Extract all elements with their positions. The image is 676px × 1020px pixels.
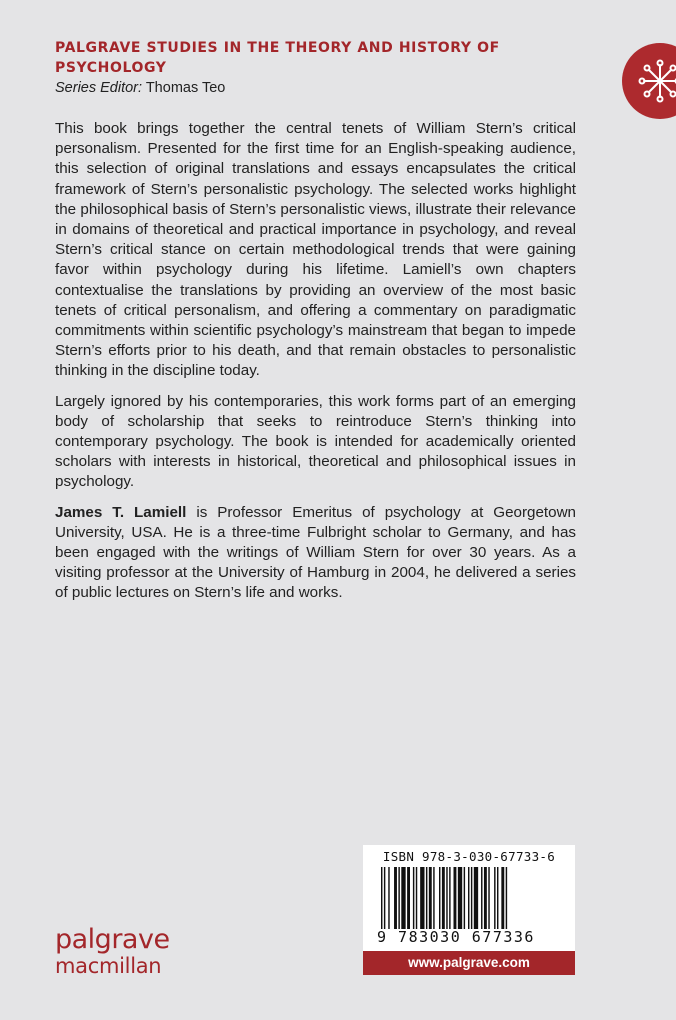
barcode-bar [401, 867, 405, 929]
website-bar [363, 951, 575, 975]
barcode-bar [433, 867, 434, 929]
barcode-bar [381, 867, 382, 929]
barcode-bar [481, 867, 482, 929]
barcode-bar [442, 867, 445, 929]
barcode-bar [394, 867, 397, 929]
barcode-bar [439, 867, 440, 929]
website-link[interactable]: www.palgrave.com [408, 955, 530, 970]
barcode-bar [471, 867, 472, 929]
barcode-bar [497, 867, 498, 929]
barcode-bar [464, 867, 465, 929]
author-bio [55, 503, 576, 604]
barcode-bar [416, 867, 417, 929]
barcode-bar [449, 867, 450, 929]
barcode-bar [468, 867, 469, 929]
barcode-digits: 9 783030 677336 [377, 928, 535, 946]
palgrave-badge [622, 43, 676, 119]
barcode-bar [494, 867, 495, 929]
barcode-bar [407, 867, 410, 929]
publisher-name-line1: palgrave [55, 924, 170, 955]
series-editor [55, 78, 225, 98]
barcode-bar [413, 867, 414, 929]
isbn-label: ISBN 978-3-030-67733-6 [382, 849, 556, 864]
blurb-paragraph-2: Largely ignored by his contemporaries, this work forms part of an emerging body of scholarship that seeks to reintroduce Stern’s thinking into contemporary psychology. The book is intended for academically oriented scholars with interests in historical, theoretical and philosophical issues in psychology. [55, 392, 576, 491]
publisher-name-line2: macmillan [55, 954, 162, 978]
barcode-bar [388, 867, 389, 929]
barcode-bar [488, 867, 489, 929]
author-name: James T. Lamiell [55, 503, 187, 521]
barcode-bar [446, 867, 447, 929]
author-bio-text: is Professor Emeritus of psychology at Georgetown University, USA. He is a three-time Fulbright scholar to Germany, and has been engaged with the writings of William Stern for over 30 years. As a visiting professor at the University of Hamburg in 2004, he delivered a series of public lectures on Stern’s life and works. [55, 503, 577, 602]
barcode-bar [429, 867, 432, 929]
barcode-bar [484, 867, 487, 929]
series-editor-label: Series Editor: [55, 80, 143, 96]
publisher-logo [55, 926, 170, 978]
series-title: PALGRAVE STUDIES IN THE THEORY AND HISTORY OF PSYCHOLOGY [55, 40, 500, 76]
barcode-bar [458, 867, 462, 929]
barcode-bar [398, 867, 399, 929]
barcode-bar [426, 867, 427, 929]
barcode-bar [506, 867, 507, 929]
barcode [381, 867, 559, 929]
series-editor-name: Thomas Teo [145, 80, 226, 96]
barcode-bar [501, 867, 504, 929]
barcode-bar [454, 867, 457, 929]
blurb-paragraph-1: This book brings together the central tenets of William Stern’s critical personalism. Presented for the first time for an English-speaking audience, this selection of original translations and essays encapsulates the critical framework of Stern’s personalistic psychology. The selected works highlight the philosophical basis of Stern’s personalistic views, illustrate their relevance in domains of theoretical and practical importance in psychology, and reveal Stern’s critical stance on certain methodological trends that were gaining favor within psychology during his lifetime. Lamiell’s own chapters contextualise the translations by providing an overview of the most basic tenets of critical personalism, and offering a commentary on paradigmatic commitments within scientific psychology’s mainstream that began to impede Stern’s efforts prior to his death, and that remain obstacles to personalistic thinking in the discipline today. [55, 120, 576, 380]
barcode-box [363, 845, 575, 951]
barcode-bar [420, 867, 424, 929]
palgrave-network-icon [636, 57, 676, 105]
barcode-bar [384, 867, 385, 929]
barcode-bar [474, 867, 478, 929]
cover-blurb [55, 119, 576, 614]
